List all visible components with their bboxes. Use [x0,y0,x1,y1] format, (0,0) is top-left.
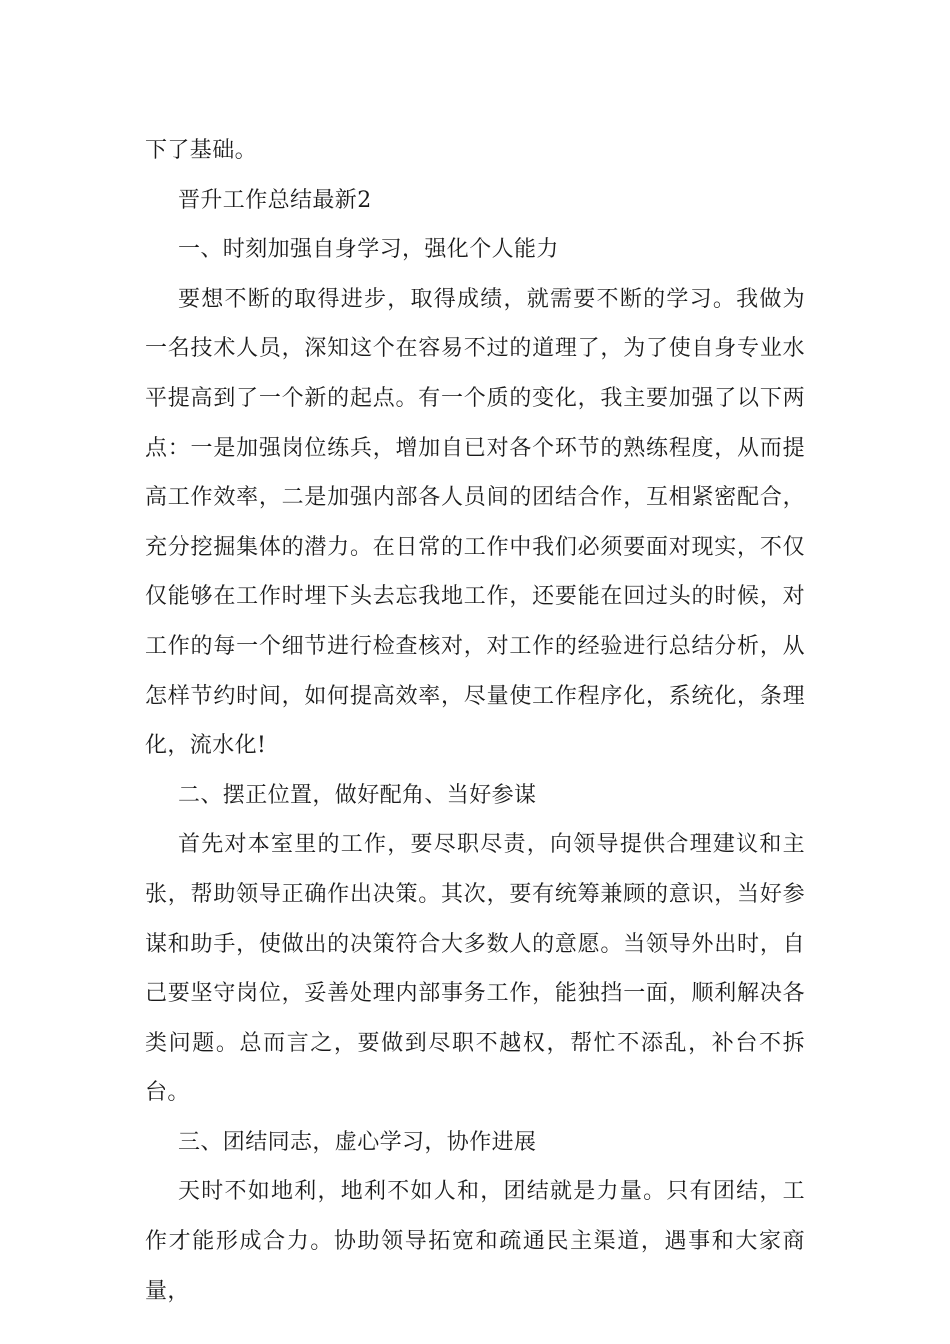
document-body [145,126,805,1316]
heading-1: 一、时刻加强自身学习，强化个人能力 [178,237,559,263]
heading-2: 二、摆正位置，做好配角、当好参谋 [178,782,537,808]
paragraph-continuation: 下了基础。 [145,138,258,163]
paragraph-3: 天时不如地利，地利不如人和，团结就是力量。只有团结，工作才能形成合力。协助领导拓宽和疏通民主渠道，遇事和大家商量， [145,1179,805,1304]
paragraph-2: 首先对本室里的工作，要尽职尽责，向领导提供合理建议和主张，帮助领导正确作出决策。其次，要有统筹兼顾的意识，当好参谋和助手，使做出的决策符合大多数人的意愿。当领导外出时，自己要坚守岗位，妥善处理内部事务工作，能独挡一面，顺利解决各类问题。总而言之，要做到尽职不越权，帮忙不添乱，补台不拆台。 [145,832,805,1106]
heading-3: 三、团结同志，虚心学习，协作进展 [178,1129,537,1155]
section-title: 晋升工作总结最新2 [178,187,372,213]
paragraph-1: 要想不断的取得进步，取得成绩，就需要不断的学习。我做为一名技术人员，深知这个在容易不过的道理了，为了使自身专业水平提高到了一个新的起点。有一个质的变化，我主要加强了以下两点：一是加强岗位练兵，增加自已对各个环节的熟练程度，从而提高工作效率，二是加强内部各人员间的团结合作，互相紧密配合，充分挖掘集体的潜力。在日常的工作中我们必须要面对现实，不仅仅能够在工作时埋下头去忘我地工作，还要能在回过头的时候，对工作的每一个细节进行检查核对，对工作的经验进行总结分析，从怎样节约时间，如何提高效率，尽量使工作程序化，系统化，条理化，流水化! [145,286,805,759]
